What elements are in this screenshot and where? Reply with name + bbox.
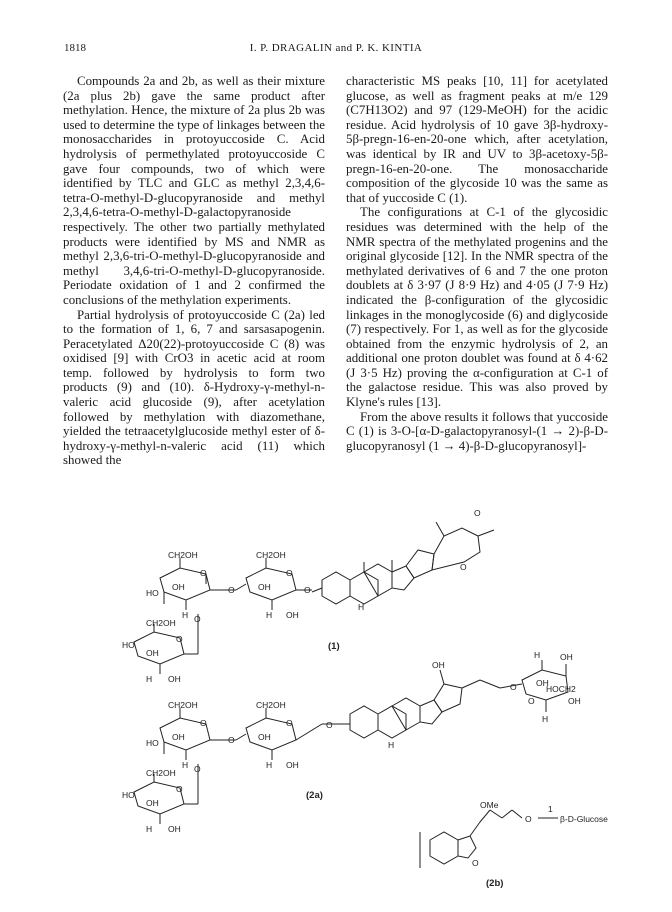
right-column (346, 74, 608, 453)
group-label: CH2OH (146, 768, 176, 778)
group-label: OH (258, 732, 271, 742)
group-label: OH (286, 760, 299, 770)
group-label: OH (258, 582, 271, 592)
group-label: O (326, 720, 333, 730)
glucose-link-label: β-D-Glucose (560, 814, 608, 824)
group-label: HO (122, 640, 135, 650)
group-label: OH (168, 674, 181, 684)
left-column (63, 74, 325, 468)
group-label: OH (536, 678, 549, 688)
group-label: HO (122, 790, 135, 800)
group-label: O (200, 718, 207, 728)
group-label: H (542, 714, 549, 724)
group-label: O (286, 718, 293, 728)
group-label: O (228, 735, 235, 745)
group-label: H (358, 602, 365, 612)
group-label: H (146, 824, 153, 834)
running-title: I. P. DRAGALIN and P. K. KINTIA (249, 42, 423, 54)
steroid-skeleton-2a (322, 670, 522, 738)
group-label: O (286, 568, 293, 578)
group-label: H (388, 740, 395, 750)
group-label: CH2OH (256, 700, 286, 710)
group-label: O (194, 764, 201, 774)
group-label: OH (168, 824, 181, 834)
group-label: O (510, 682, 517, 692)
group-label: O (474, 508, 481, 518)
group-label: HO (146, 738, 159, 748)
group-label: O (176, 784, 183, 794)
group-label: OH (146, 798, 159, 808)
group-label: CH2OH (168, 700, 198, 710)
compound-label-1: (1) (328, 641, 340, 652)
group-label: HO (146, 588, 159, 598)
group-label: O (194, 614, 201, 624)
structure-figure (60, 492, 616, 892)
running-head (64, 40, 608, 56)
group-label: O (228, 585, 235, 595)
paragraph: Compounds 2a and 2b, as well as their mixture (2a plus 2b) gave the same product after methylation. Hence, the mixture of 2a plus 2b was used to determine the type of linkages between the monosaccharides in protoyuccoside C. Acid hydrolysis of permethylated protoyuccoside C gave four compounds, two of which were identified by TLC and GLC as methyl 2,3,4,6-tetra-O-methyl-D-glucopyranoside and methyl 2,3,4,6-tetra-O-methyl-D-galactopyranoside respectively. The other two partially methylated products were identified by MS and NMR as methyl 2,3,6-tri-O-methyl-D-glucopyranoside and methyl 3,4,6-tri-O-methyl-D-glucopyranoside. Periodate oxidation of 1 and 2 confirmed the conclusions of the methylation experiments. (63, 74, 325, 307)
group-label: OH (172, 582, 185, 592)
compound-label-2a: (2a) (306, 790, 323, 801)
paragraph: Partial hydrolysis of protoyuccoside C (2a) led to the formation of 1, 6, 7 and sarsasapogenin. Peracetylated Δ20(22)-protoyuccoside C (8) was oxidised [9] with CrO3 in acetic acid at room temp. followed by hydrolysis to form two products (9) and (10). δ-Hydroxy-γ-methyl-n-valeric acid glucoside (9), after acetylation followed by methylation with diazomethane, yielded the tetraacetylglucoside methyl ester of δ-hydroxy-γ-methyl-n-valeric acid (11) which showed the (63, 307, 325, 468)
group-label: OH (432, 660, 445, 670)
group-label: O (472, 858, 479, 868)
group-label: H (534, 650, 541, 660)
group-label: O (460, 562, 467, 572)
steroid-skeleton-1 (312, 522, 494, 604)
group-label: OH (286, 610, 299, 620)
glucose-ring-2a-b (236, 708, 322, 760)
group-label: H (146, 674, 153, 684)
group-label: HOCH2 (546, 684, 576, 694)
group-label: CH2OH (168, 550, 198, 560)
group-label: H (182, 760, 189, 770)
group-label: OH (172, 732, 185, 742)
page-number: 1818 (64, 42, 86, 54)
group-label: H (266, 610, 273, 620)
glucose-ring-1b (236, 558, 312, 610)
group-label: O (176, 634, 183, 644)
group-label: O (200, 568, 207, 578)
group-label: OH (146, 648, 159, 658)
group-label: OMe (480, 800, 499, 810)
group-label: CH2OH (256, 550, 286, 560)
group-label: O (525, 814, 532, 824)
steroid-fragment-2b (420, 810, 558, 868)
link-locant: 1 (548, 804, 553, 814)
group-label: CH2OH (146, 618, 176, 628)
group-label: O (304, 585, 311, 595)
group-label: H (266, 760, 273, 770)
compound-label-2b: (2b) (486, 878, 504, 889)
group-label: OH (560, 652, 573, 662)
paragraph: From the above results it follows that yuccoside C (1) is 3-O-[α-D-galactopyranosyl-(1 → 2)-β-D-glucopyranosyl (1 → 4)-β-D-glucopyranosyl]- (346, 409, 608, 453)
paragraph: The configurations at C-1 of the glycosidic residues was determined with the help of the NMR spectra of the methylated progenins and the original glycoside [12]. In the NMR spectra of the methylated derivatives of 6 and 7 the one proton doublets at δ 3·97 (J 8·9 Hz) and 4·05 (J 7·9 Hz) indicated the β-configuration of the glycosidic linkages in the monoglycoside (6) and diglycoside (7) respectively. For 1, as well as for the glycoside obtained from the enzymic hydrolysis of 2, an additional one proton doublet was found at δ 4·62 (J 3·5 Hz) proving the α-configuration at C-1 of the galactose residue. This was also proved by Klyne's rules [13]. (346, 205, 608, 410)
group-label: O (528, 696, 535, 706)
chemical-structures-svg (60, 492, 616, 892)
group-label: H (182, 610, 189, 620)
group-label: OH (568, 696, 581, 706)
paragraph: characteristic MS peaks [10, 11] for acetylated glucose, as well as fragment peaks at m/e 129 (C7H13O2) and 97 (129-MeOH) for the acidic residue. Acid hydrolysis of 10 gave 3β-hydroxy-5β-pregn-16-en-20-one which, after acetylation, was identical by IR and UV to 3β-acetoxy-5β-pregn-16-en-20-one. The monosaccharide composition of the glycoside 10 was the same as that of yuccoside C (1). (346, 74, 608, 205)
